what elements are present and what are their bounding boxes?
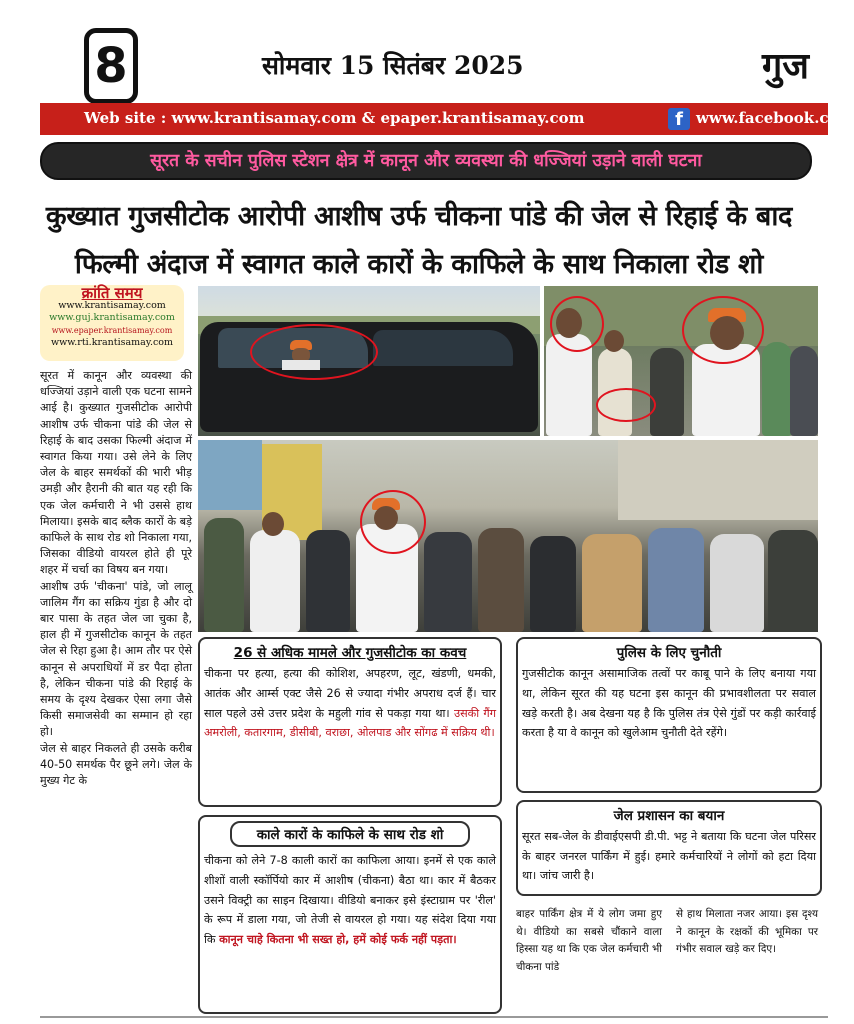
page-number: 8 (84, 28, 138, 104)
logo-site-3: www.epaper.krantisamay.com (51, 325, 173, 335)
sidebar-box-jail-statement (516, 800, 822, 896)
article-paragraph-3: जेल से बाहर निकलते ही उसके करीब 40-50 समर्थक पैर छूने लगे। जेल के मुख्य गेट के (40, 741, 192, 788)
article-continued-col-b: से हाथ मिलाता नजर आया। इस दृश्य ने कानून के रक्षकों की भूमिका पर गंभीर सवाल खड़े कर दिए। (676, 908, 818, 955)
logo-name: क्रांति समय (81, 284, 143, 302)
box-text: सूरत सब-जेल के डीवाईएसपी डी.पी. भट्ट ने बताया कि घटना जेल परिसर के बाहर जनरल पार्किंग में हुई। हमारे कर्मचारियों ने लोगों को हटा दिया था। जांच जारी है। (522, 830, 816, 882)
newspaper-logo (40, 285, 184, 361)
photo-handshake (544, 286, 818, 436)
sidebar-box-police-challenge (516, 637, 822, 793)
sidebar-box-road-show (198, 815, 502, 1014)
photo-car-convoy (198, 286, 540, 436)
highlight-circle (360, 490, 426, 554)
facebook-link[interactable]: www.facebook.com (696, 109, 854, 127)
highlight-circle (596, 388, 656, 422)
article-paragraph-1: सूरत में कानून और व्यवस्था की धज्जियां उड़ाने वाली एक घटना सामने आई है। कुख्यात गुजसीटोक आरोपी आशीष उर्फ चीकना पांडे की जेल से रिहाई के बाद उसका फिल्मी अंदाज में स्वागत किया गया। उसे लेने के लिए जेल के बाहर समर्थकों की भारी भीड़ उमड़ी और हैरानी की बात यह रही कि एक जेल कर्मचारी ने भी उससे हाथ मिलाया। इसके बाद ब्लैक कारों के बड़े काफिले के साथ रोड शो निकाला गया, जिसका वीडियो वायरल होते ही पूरे शहर में चर्चा का विषय बन गया। (40, 369, 192, 577)
article-paragraph-2: आशीष उर्फ 'चीकना' पांडे, जो लालू जालिम गैंग का सक्रिय गुंडा है और दो बार पासा के तहत जेल जा चुका है, हाल ही में गुजसीटोक कानून के तहत जेल से रिहा हुआ है। आम तौर पर ऐसे कानून से अपराधियों में डर पैदा होता है, लेकिन चीकना पांडे की रिहाई के समय के दृश्य देखकर ऐसा लगा जैसे किसी समाजसेवी का सम्मान हो रहा हो। (40, 579, 192, 739)
box-text: गुजसीटोक कानून असामाजिक तत्वों पर काबू पाने के लिए बनाया गया था, लेकिन सूरत की यह घटना इस कानून की प्रभावशीलता पर सवाल खड़े करती है। अब देखना यह है कि पुलिस तंत्र ऐसे गुंडों पर कड़ी कार्रवाई करता है या वे कानून को खुलेआम चुनौती देते रहेंगे। (522, 667, 816, 740)
box-heading: जेल प्रशासन का बयान (613, 808, 725, 824)
highlight-circle (682, 296, 764, 364)
box-heading: पुलिस के लिए चुनौती (616, 645, 722, 661)
facebook-icon: f (668, 108, 690, 130)
sidebar-box-cases (198, 637, 502, 807)
website-bar (40, 103, 854, 135)
bottom-divider (40, 1016, 828, 1018)
kicker-banner: सूरत के सचीन पुलिस स्टेशन क्षेत्र में कानून और व्यवस्था की धज्जियां उड़ाने वाली घटना (40, 142, 812, 180)
logo-site-1: www.krantisamay.com (58, 299, 166, 311)
photo-crowd-outside-jail (198, 440, 818, 632)
logo-site-4: www.rti.krantisamay.com (50, 337, 174, 348)
website-links[interactable]: Web site : www.krantisamay.com & epaper.krantisamay.com (84, 109, 585, 127)
box-heading: 26 से अधिक मामले और गुजसीटोक का कवच (233, 645, 467, 661)
logo-site-2: www.guj.krantisamay.com (49, 312, 175, 323)
box-text-highlight: उसकी गैंग अमरोली, कतारगाम, डीसीबी, वराछा, ओलपाड और सोंगढ में सक्रिय थी। (204, 706, 497, 740)
article-left-column (40, 368, 192, 789)
article-continued-col-a: बाहर पार्किंग क्षेत्र में ये लोग जमा हुए थे। वीडियो का सबसे चौंकाने वाला हिस्सा यह था कि एक जेल कर्मचारी भी चीकना पांडे (516, 908, 662, 973)
box-text-highlight: कानून चाहे कितना भी सख्त हो, हमें कोई फर्क नहीं पड़ता। (219, 933, 457, 947)
highlight-circle (550, 296, 604, 352)
box-heading: काले कारों के काफिले के साथ रोड शो (230, 821, 470, 847)
box-text: चीकना को लेने 7-8 काली कारों का काफिला आया। इनमें से एक काले शीशों वाली स्कॉर्पियो कार में आशीष (चीकना) बैठा था। कार में बैठकर उसने विक्ट्री का साइन दिखाया। वीडियो बनाकर इसे इंस्टाग्राम पर 'रील' के रूप में डाला गया, जो तेजी से वायरल हो गया। यह संदेश दिया गया कि कानून चाहे कितना भी सख्त हो, हमें कोई फर्क नहीं पड़ता। (204, 854, 496, 947)
headline-line-1: कुख्यात गुजसीटोक आरोपी आशीष उर्फ चीकना पांडे की जेल से रिहाई के बाद (45, 201, 793, 232)
edition-label: गुज (762, 46, 809, 87)
box-text: चीकना पर हत्या, हत्या की कोशिश, अपहरण, लूट, खंडणी, धमकी, आतंक और आर्म्स एक्ट जैसे 26 से ज्यादा गंभीर अपराध दर्ज हैं। चार साल पहले उसे उत्तर प्रदेश के महुली गांव से पकड़ा गया था। उसकी गैंग अमरोली, कतारगाम, डीसीबी, वराछा, ओलपाड और सोंगढ में सक्रिय थी। (204, 667, 497, 740)
headline-line-2: फिल्मी अंदाज में स्वागत काले कारों के काफिले के साथ निकाला रोड शो (74, 249, 764, 280)
issue-date: सोमवार 15 सितंबर 2025 (262, 51, 524, 80)
highlight-circle (250, 324, 378, 380)
